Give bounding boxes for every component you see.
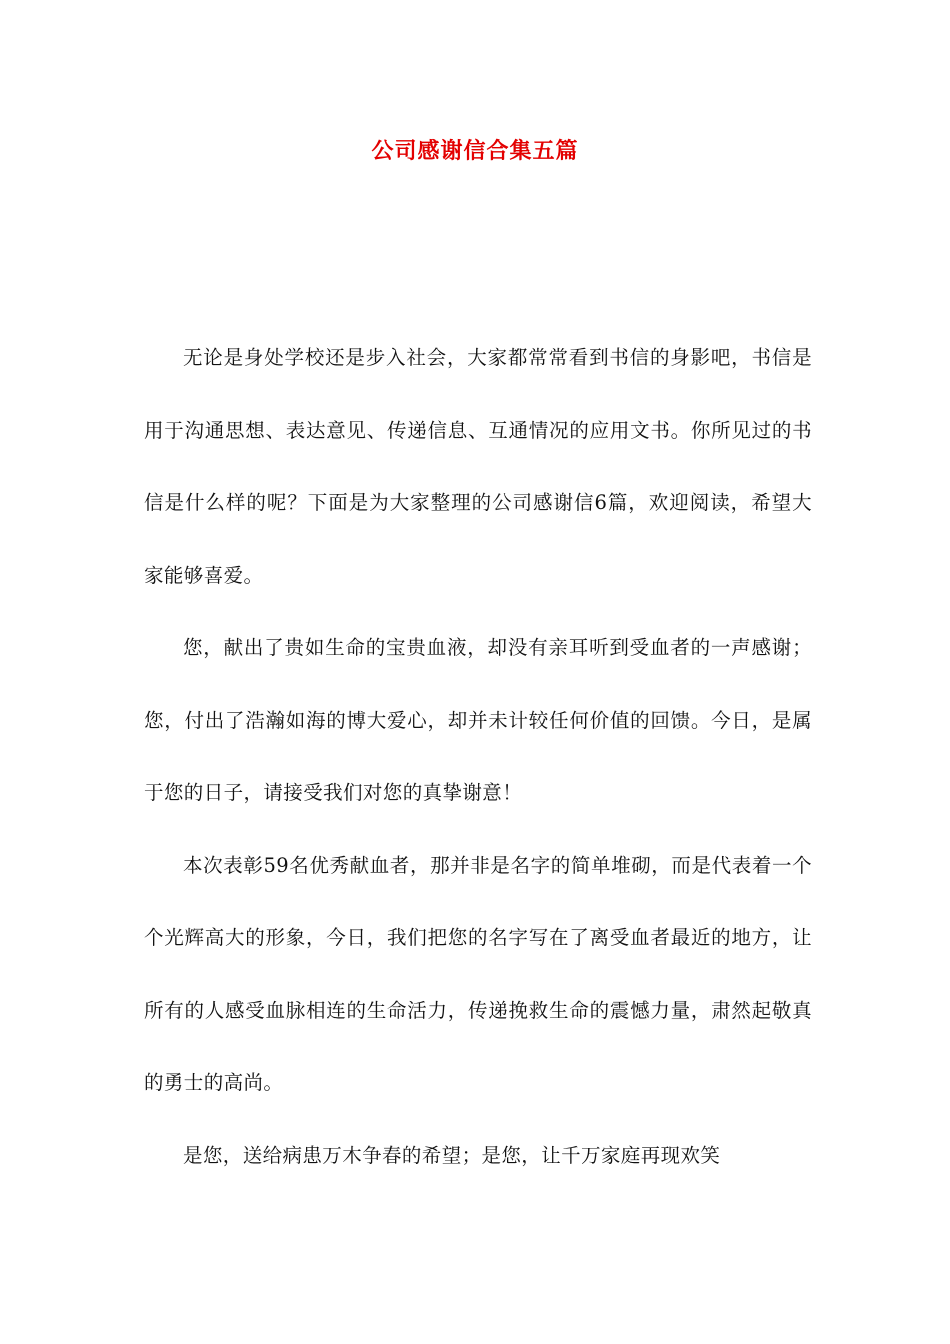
paragraph-donation: 您，献出了贵如生命的宝贵血液，却没有亲耳听到受血者的一声感谢；您，付出了浩瀚如海的博大爱心，却并未计较任何价值的回馈。今日，是属于您的日子，请接受我们对您的真挚谢意！ bbox=[144, 636, 812, 804]
paragraph-commendation: 本次表彰59名优秀献血者，那并非是名字的简单堆砌，而是代表着一个个光辉高大的形象，今日，我们把您的名字写在了离受血者最近的地方，让所有的人感受血脉相连的生命活力，传递挽救生命的震憾力量，肃然起敬真的勇士的高尚。 bbox=[144, 853, 812, 1094]
document-title: 公司感谢信合集五篇 bbox=[371, 139, 579, 164]
paragraph-intro: 无论是身处学校还是步入社会，大家都常常看到书信的身影吧，书信是用于沟通思想、表达意见、传递信息、互通情况的应用文书。你所见过的书信是什么样的呢？下面是为大家整理的公司感谢信6篇，欢迎阅读，希望大家能够喜爱。 bbox=[144, 346, 812, 587]
paragraph-hope: 是您，送给病患万木争春的希望；是您，让千万家庭再现欢笑 bbox=[183, 1143, 721, 1167]
document-body bbox=[144, 322, 812, 1192]
